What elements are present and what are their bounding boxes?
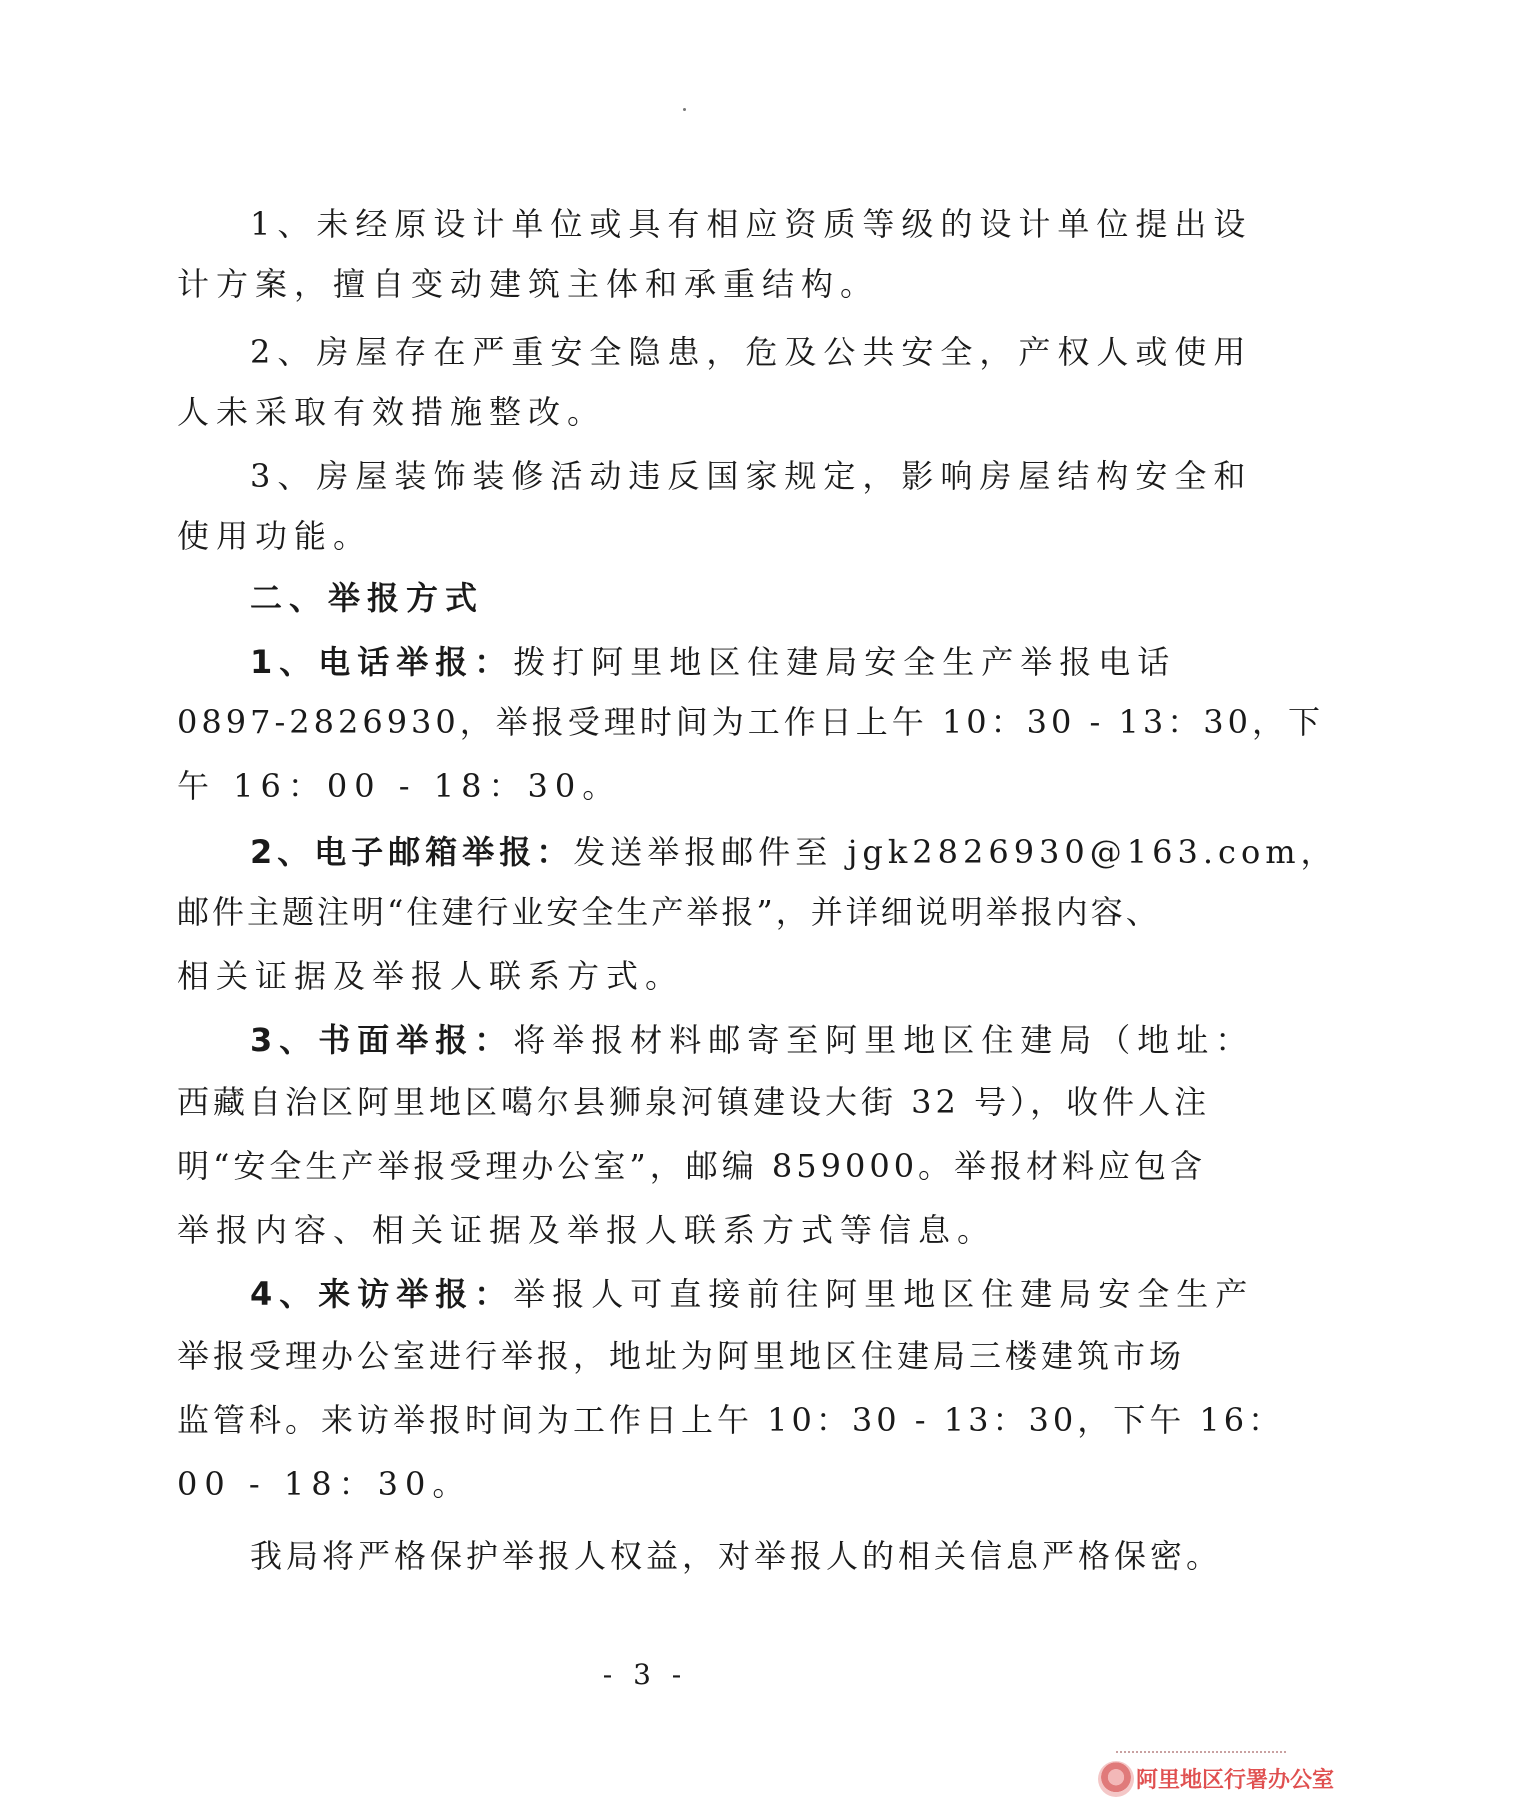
paragraph-line: 午 16：00 - 18：30。: [177, 767, 622, 805]
paragraph-line: 使用功能。: [177, 517, 373, 555]
closing-statement: 我局将严格保护举报人权益，对举报人的相关信息严格保密。: [250, 1537, 1223, 1575]
paragraph-line: 明“安全生产举报受理办公室”，邮编 859000。举报材料应包含: [177, 1147, 1207, 1185]
paragraph-line: 00 - 18：30。: [177, 1465, 472, 1503]
paragraph-line: 监管科。来访举报时间为工作日上午 10：30 - 13：30，下午 16：: [177, 1401, 1285, 1439]
office-stamp: [1098, 1743, 1335, 1807]
paragraph-line: 1、未经原设计单位或具有相应资质等级的设计单位提出设: [250, 205, 1253, 243]
paragraph-line: 西藏自治区阿里地区噶尔县狮泉河镇建设大街 32 号），收件人注: [177, 1083, 1211, 1121]
report-method-phone: [0, 642, 1540, 682]
method-label: 2、电子邮箱举报：: [250, 833, 574, 871]
email-address-text: 发送举报邮件至 jgk2826930@163.com，: [573, 833, 1338, 871]
stamp-tibetan-script: [1116, 1751, 1286, 1763]
paragraph-line: 2、房屋存在严重安全隐患，危及公共安全，产权人或使用: [250, 333, 1253, 371]
section-heading: 二、举报方式: [250, 579, 485, 617]
method-text: 将举报材料邮寄至阿里地区住建局（地址：: [513, 1021, 1255, 1059]
paragraph-line: 邮件主题注明“住建行业安全生产举报”，并详细说明举报内容、: [177, 893, 1161, 931]
page-number: - 3 -: [602, 1658, 688, 1691]
method-label: 3、书面举报：: [250, 1021, 514, 1059]
report-method-email: [0, 832, 1540, 872]
scan-speck: [683, 108, 686, 111]
paragraph-line: 举报受理办公室进行举报，地址为阿里地区住建局三楼建筑市场: [177, 1337, 1186, 1375]
paragraph-line: 3、房屋装饰装修活动违反国家规定，影响房屋结构安全和: [250, 457, 1253, 495]
method-text: 举报人可直接前往阿里地区住建局安全生产: [513, 1275, 1255, 1313]
report-method-visit: [0, 1274, 1540, 1314]
method-label: 1、电话举报：: [250, 643, 514, 681]
paragraph-line: 相关证据及举报人联系方式。: [177, 957, 685, 995]
method-label: 4、来访举报：: [250, 1275, 514, 1313]
method-text: 拨打阿里地区住建局安全生产举报电话: [513, 643, 1177, 681]
national-emblem-icon: [1098, 1761, 1134, 1797]
stamp-office-name: 阿里地区行署办公室: [1136, 1768, 1335, 1793]
paragraph-line: 举报内容、相关证据及举报人联系方式等信息。: [177, 1211, 997, 1249]
report-method-written: [0, 1020, 1540, 1060]
paragraph-line: 人未采取有效措施整改。: [177, 393, 607, 431]
paragraph-line: 计方案，擅自变动建筑主体和承重结构。: [177, 265, 880, 303]
paragraph-line: 0897-2826930，举报受理时间为工作日上午 10：30 - 13：30，下: [177, 703, 1324, 741]
